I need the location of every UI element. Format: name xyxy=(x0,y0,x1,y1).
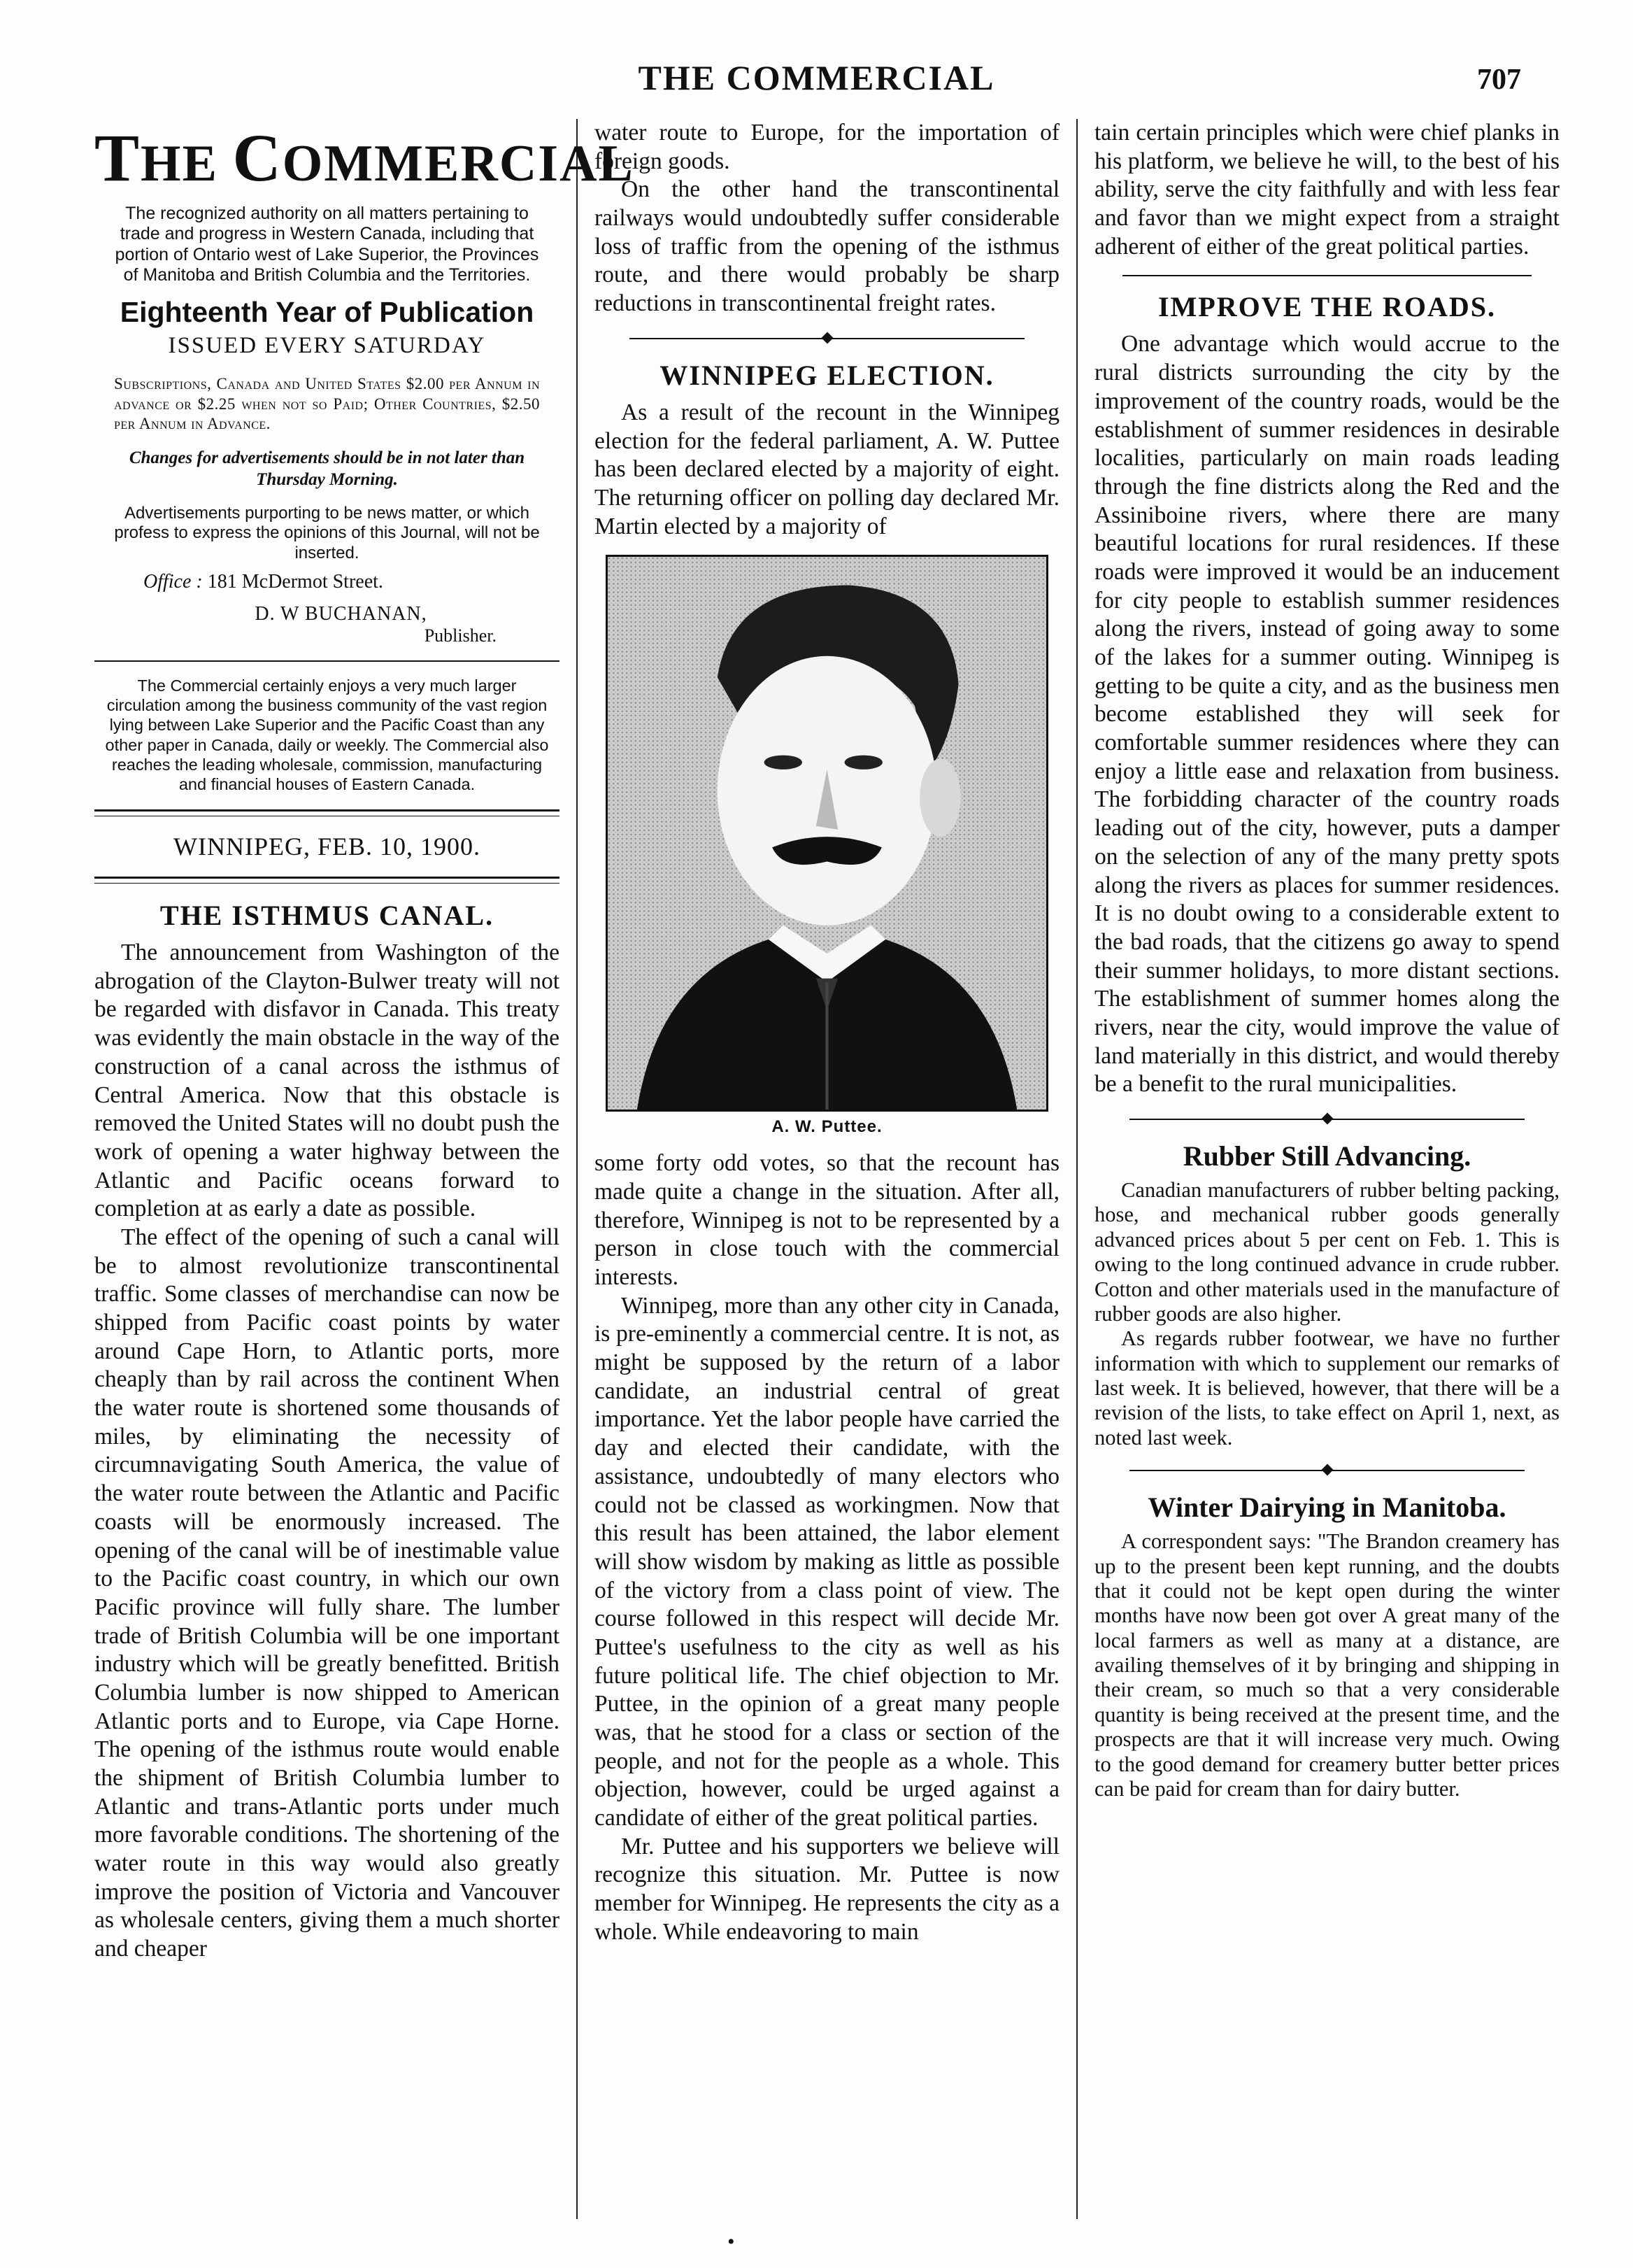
divider xyxy=(1122,275,1532,276)
article-paragraph: Winnipeg, more than any other city in Canada, is pre-eminently a commercial centre. It is not, as might be supposed by the return of a labor candidate, an industrial central of great importance. Yet the labor people have carried the day and elected their candidate, with the assistance, undoubtedly of many electors who could not be classed as workingmen. Now that this result has been attained, the labor element will show wisdom by making as little as possible of the victory from a class point of view. The course followed in this respect will decide Mr. Puttee's usefulness to the city as well as his future political life. The chief objection to Mr. Puttee, in the opinion of a great many people was, that he stood for a class or section of the people, and not for the people as a whole. This objection, however, could be urged against a candidate of either of the great political parties. xyxy=(594,1292,1060,1831)
column-1 xyxy=(94,119,634,2226)
article-paragraph: The announcement from Washington of the abrogation of the Clayton-Bulwer treaty will not be regarded with disfavor in Canada. This treaty was evidently the main obstacle in the way of the construction of a canal across the isthmus of Central America. Now that this obstacle is removed the United States will no doubt push the work of opening a water highway between the Atlantic and Pacific oceans forward to completion at as early a date as possible. xyxy=(94,940,559,1222)
headline-rubber-advancing: Rubber Still Advancing. xyxy=(1183,1140,1471,1172)
article-paragraph: Canadian manufacturers of rubber belting packing, hose, and mechanical rubber goods generally advanced prices about 5 per cent on Feb. 1. This is owing to the long continued advance in crude rubber. Cotton and other materials used in the manufacture of rubber goods are also higher. xyxy=(1094,1178,1560,1326)
portrait-caption: A. W. Puttee. xyxy=(771,1117,883,1137)
ornament-divider xyxy=(1129,1114,1525,1124)
article-paragraph: A correspondent says: "The Brandon creamery has up to the present been kept running, and the doubts that it could not be kept open during the winter months have now been got over A great many of the local farmers as well as many at a distance, are availing themselves of it by bringing and shipping in their cream, so much so that a very considerable quantity is being received at the present time, and the prospects are that it will increase very much. Owing to the good demand for creamery butter better prices can be paid for cream than for dairy butter. xyxy=(1094,1529,1560,1801)
divider xyxy=(94,660,559,662)
page-number: 707 xyxy=(1477,64,1521,96)
article-paragraph: Mr. Puttee and his supporters we believe will recognize this situation. Mr. Puttee is now member for Winnipeg. He represents the city as a whole. While endeavoring to main xyxy=(594,1833,1060,1945)
portrait-illustration xyxy=(608,557,1046,1110)
headline-isthmus-canal: THE ISTHMUS CANAL. xyxy=(159,900,494,932)
masthead-office: Office : 181 McDermot Street. xyxy=(143,570,383,593)
masthead-advertisements-note: Advertisements purporting to be news matter, or which profess to express the opinions of this Journal, will not be inserted. xyxy=(114,503,540,563)
article-paragraph: On the other hand the transcontinental railways would undoubtedly suffer considerable loss of traffic from the opening of the isthmus route, and there would probably be sharp reductions in transcontinental freight rates. xyxy=(594,176,1060,317)
running-head: THE COMMERCIAL xyxy=(638,58,995,97)
masthead-circulation: The Commercial certainly enjoys a very much larger circulation among the business community of the vast region lying between Lake Superior and the Pacific Coast than any other paper in Canada, daily or weekly. The Commercial also reaches the leading wholesale, commission, manufacturing and financial houses of Eastern Canada. xyxy=(105,676,549,793)
column-rule xyxy=(1076,119,1078,2219)
masthead-issued: ISSUED EVERY SATURDAY xyxy=(168,332,486,358)
masthead-authority: The recognized authority on all matters pertaining to trade and progress in Western Canada, including that portion of Ontario west of Lake Superior, the Provinces of Manitoba and British Columbia and the Territories. xyxy=(115,203,539,285)
masthead-subscriptions: Subscriptions, Canada and United States $2.00 per Annum in advance or $2.25 when not so Paid; Other Countries, $2.50 per Annum in Advance. xyxy=(114,374,540,433)
rubber-article-body xyxy=(1094,1178,1560,1450)
divider xyxy=(94,877,559,884)
masthead-publisher-name: D. W BUCHANAN, xyxy=(255,602,427,625)
article-paragraph: As regards rubber footwear, we have no further information with which to supplement our remarks of last week. It is believed, however, that there will be a revision of the lists, to take effect on April 1, next, as noted last week. xyxy=(1094,1326,1560,1450)
divider xyxy=(94,809,559,816)
portrait-photo xyxy=(606,555,1048,1112)
article-paragraph: One advantage which would accrue to the rural districts surrounding the city by the improvement of the country roads, would be the establishment of summer residences in desirable localities, particularly on main roads leading through the fine districts along the Red and the Assiniboine rivers, where there are many beautiful locations for rural residences. If these roads were improved it would be an inducement for city people to establish summer residences along the rivers, instead of going away to some of the lakes for a summer outing. Winnipeg is getting to be quite a city, and as the business men become established they will seek for comfortable summer residences where they can enjoy a little ease and relaxation from business. The forbidding character of the country roads leading out of the city, however, puts a damper on the selection of any of the many pretty spots along the rivers as places for summer residences. It is no doubt owing to a considerable extent to the bad roads, that the citizens go away to spend their summer holidays, to more distant sections. The establishment of summer homes along the rivers, near the city, would improve the value of land materially in this district, and would thereby be a benefit to the rural municipalities. xyxy=(1094,331,1560,1098)
article-paragraph: water route to Europe, for the importation of foreign goods. xyxy=(594,120,1060,174)
ornament-divider xyxy=(629,334,1025,343)
article-paragraph: As a result of the recount in the Winnipeg election for the federal parliament, A. W. Puttee has been declared elected by a majority of eight. The returning officer on polling day declared Mr. Martin elected by a majority of xyxy=(594,399,1060,539)
footer-mark: • xyxy=(727,2230,735,2253)
dairying-article-body xyxy=(1094,1529,1560,1801)
masthead-year-line: Eighteenth Year of Publication xyxy=(120,295,534,328)
headline-winter-dairying: Winter Dairying in Manitoba. xyxy=(1148,1491,1506,1524)
column-2 xyxy=(594,119,1060,2226)
article-paragraph: The effect of the opening of such a canal will be to almost revolutionize transcontinental traffic. Some classes of merchandise can now be shipped from Pacific coast points by water around Cape Horn, to Atlantic ports, more cheaply than by rail across the continent When the water route is shortened some thousands of miles, by eliminating the necessity of circumnavigating South America, the value of the water route between the Atlantic and Pacific coasts will be enormously increased. The opening of the canal will be of inestimable value to the Pacific coast country, in which our own Pacific province will fully share. The lumber trade of British Columbia will be one important industry which will be greatly benefitted. British Columbia lumber is now shipped to American Atlantic ports and to Europe, via Cape Horne. The opening of the isthmus route would enable the shipment of British Columbia lumber to Atlantic and trans-Atlantic ports under much more favorable conditions. The shortening of the water route in this way would also greatly improve the position of Victoria and Vancouver as wholesale centers, giving them a much shorter and cheaper xyxy=(94,1224,559,1962)
column-rule xyxy=(576,119,578,2219)
article-paragraph: tain certain principles which were chief planks in his platform, we believe he will, to the best of his ability, serve the city faithfully and with less fear and favor than we might expect from a straight adherent of either of the great political parties. xyxy=(1094,120,1560,260)
masthead-title: THE COMMERCIAL xyxy=(94,120,634,195)
headline-winnipeg-election: WINNIPEG ELECTION. xyxy=(659,359,994,391)
masthead-publisher-title: Publisher. xyxy=(424,625,497,646)
ornament-divider xyxy=(1129,1466,1525,1475)
headline-improve-roads: IMPROVE THE ROADS. xyxy=(1157,291,1497,323)
masthead-changes-note: Changes for advertisements should be in not later than Thursday Morning. xyxy=(129,448,525,490)
column-3 xyxy=(1094,119,1560,2226)
article-paragraph: some forty odd votes, so that the recount has made quite a change in the situation. After all, therefore, Winnipeg is not to be represented by a person in close touch with the commercial interests. xyxy=(594,1150,1060,1290)
dateline: WINNIPEG, FEB. 10, 1900. xyxy=(173,832,480,861)
